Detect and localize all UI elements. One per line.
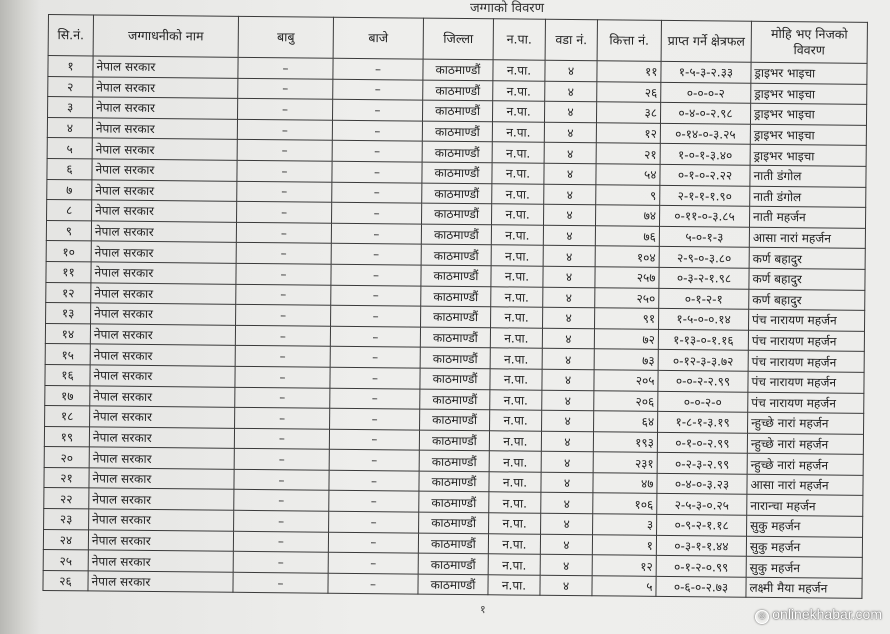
kitta-cell: १ xyxy=(592,534,656,555)
ward-cell: ४ xyxy=(545,60,597,81)
watermark xyxy=(755,606,882,624)
municipality-cell: न.पा. xyxy=(489,472,541,493)
area-cell: ५-०-१-३ xyxy=(659,226,749,247)
area-cell: ०-३-१-१.४४ xyxy=(656,535,746,556)
tenant-cell: कर्ण बहादुर xyxy=(749,268,865,290)
district-cell: काठमाण्डौं xyxy=(420,389,490,410)
tenant-cell: नारान्चा महर्जन xyxy=(747,495,863,517)
owner-cell: नेपाल सरकार xyxy=(91,241,236,263)
kitta-cell: २०६ xyxy=(594,390,658,411)
kitta-cell: २३१ xyxy=(593,452,657,473)
grandfather-cell: – xyxy=(330,388,420,409)
land-records-table xyxy=(42,14,868,599)
municipality-cell: न.पा. xyxy=(492,163,544,184)
father-cell: – xyxy=(237,99,332,121)
serial-cell: १५ xyxy=(45,344,90,365)
district-cell: काठमाण्डौं xyxy=(420,347,490,368)
kitta-cell: ४७ xyxy=(593,473,657,494)
municipality-cell: न.पा. xyxy=(491,204,543,225)
area-cell: ०-३-२-१.९८ xyxy=(659,267,749,288)
kitta-cell: १९३ xyxy=(593,431,657,452)
ward-cell: ४ xyxy=(540,555,592,576)
kitta-cell: ६४ xyxy=(594,411,658,432)
serial-cell: २४ xyxy=(43,529,88,550)
kitta-cell: ७४ xyxy=(595,205,659,226)
tenant-cell: पंच नारायण महर्जन xyxy=(748,351,864,373)
grandfather-cell: – xyxy=(328,552,418,573)
tenant-cell: पंच नारायण महर्जन xyxy=(748,309,864,331)
owner-cell: नेपाल सरकार xyxy=(90,344,235,366)
father-cell: – xyxy=(234,490,329,512)
municipality-cell: न.पा. xyxy=(493,80,545,101)
grandfather-cell: – xyxy=(331,244,421,265)
page-number: १ xyxy=(480,603,486,616)
column-header-ward: वडा नं. xyxy=(545,19,597,60)
municipality-cell: न.पा. xyxy=(490,327,542,348)
tenant-cell: आसा नारां महर्जन xyxy=(747,474,863,496)
owner-cell: नेपाल सरकार xyxy=(92,200,237,222)
tenant-cell: नाती महर्जन xyxy=(749,206,865,228)
municipality-cell: न.पा. xyxy=(490,410,542,431)
municipality-cell: न.पा. xyxy=(490,348,542,369)
municipality-cell: न.पा. xyxy=(493,60,545,81)
grandfather-cell: – xyxy=(333,79,423,100)
district-cell: काठमाण्डौं xyxy=(420,327,490,348)
grandfather-cell: – xyxy=(328,573,418,594)
page-title: जग्गाको विवरण xyxy=(470,1,545,16)
grandfather-cell: – xyxy=(332,182,422,203)
serial-cell: १६ xyxy=(45,364,90,385)
grandfather-cell: – xyxy=(330,367,420,388)
column-header-owner: जग्गाधनीको नाम xyxy=(93,15,238,57)
tenant-cell: ड्राइभर भाइचा xyxy=(750,145,866,167)
area-cell: २-९-०-३.८० xyxy=(659,247,749,268)
owner-cell: नेपाल सरकार xyxy=(92,138,237,160)
owner-cell: नेपाल सरकार xyxy=(89,468,234,490)
kitta-cell: ५ xyxy=(592,576,656,597)
serial-cell: २५ xyxy=(43,550,88,571)
district-cell: काठमाण्डौं xyxy=(418,574,488,595)
kitta-cell: २०५ xyxy=(594,370,658,391)
municipality-cell: न.पा. xyxy=(490,389,542,410)
area-cell: १-०-१-३.४० xyxy=(660,144,750,165)
district-cell: काठमाण्डौं xyxy=(419,430,489,451)
father-cell: – xyxy=(237,140,332,162)
ward-cell: ४ xyxy=(545,81,597,102)
grandfather-cell: – xyxy=(332,120,422,141)
father-cell: – xyxy=(236,243,331,265)
area-cell: ०-९-२-१.१८ xyxy=(657,514,747,535)
column-header-serial: सि.नं. xyxy=(48,15,93,56)
father-cell: – xyxy=(234,510,329,532)
ward-cell: ४ xyxy=(541,493,593,514)
owner-cell: नेपाल सरकार xyxy=(89,488,234,510)
serial-cell: ९ xyxy=(46,220,91,241)
tenant-cell: कर्ण बहादुर xyxy=(749,289,865,311)
district-cell: काठमाण्डौं xyxy=(422,141,492,162)
ward-cell: ४ xyxy=(541,472,593,493)
serial-cell: २२ xyxy=(44,488,89,509)
owner-cell: नेपाल सरकार xyxy=(89,447,234,469)
ward-cell: ४ xyxy=(543,204,595,225)
kitta-cell: ७२ xyxy=(594,328,658,349)
district-cell: काठमाण्डौं xyxy=(420,368,490,389)
serial-cell: २६ xyxy=(43,570,88,591)
owner-cell: नेपाल सरकार xyxy=(91,303,236,325)
ward-cell: ४ xyxy=(543,287,595,308)
father-cell: – xyxy=(235,387,330,409)
serial-cell: १९ xyxy=(44,426,89,447)
serial-cell: १८ xyxy=(45,406,90,427)
municipality-cell: न.पा. xyxy=(491,307,543,328)
municipality-cell: न.पा. xyxy=(490,369,542,390)
area-cell: ०-११-०-३.८५ xyxy=(659,206,749,227)
grandfather-cell: – xyxy=(329,429,419,450)
area-cell: १-८-१-३.१९ xyxy=(658,411,748,432)
serial-cell: २१ xyxy=(44,467,89,488)
father-cell: – xyxy=(235,346,330,368)
municipality-cell: न.पा. xyxy=(491,225,543,246)
column-header-district: जिल्ला xyxy=(423,18,493,60)
serial-cell: ५ xyxy=(47,138,92,159)
ward-cell: ४ xyxy=(543,307,595,328)
ward-cell: ४ xyxy=(540,534,592,555)
district-cell: काठमाण्डौं xyxy=(418,553,488,574)
kitta-cell: ५४ xyxy=(596,164,660,185)
grandfather-cell: – xyxy=(329,470,419,491)
kitta-cell: ९ xyxy=(596,184,660,205)
father-cell: – xyxy=(233,572,328,594)
father-cell: – xyxy=(235,407,330,429)
kitta-cell: २१ xyxy=(596,143,660,164)
owner-cell: नेपाल सरकार xyxy=(90,406,235,428)
serial-cell: १० xyxy=(46,241,91,262)
serial-cell: ६ xyxy=(47,158,92,179)
grandfather-cell: – xyxy=(328,532,418,553)
watermark-text: onlinekhabar.com xyxy=(772,606,882,622)
ward-cell: ४ xyxy=(542,328,594,349)
father-cell: – xyxy=(236,222,331,244)
serial-cell: १४ xyxy=(45,323,90,344)
municipality-cell: न.पा. xyxy=(489,430,541,451)
ward-cell: ४ xyxy=(544,122,596,143)
grandfather-cell: – xyxy=(330,408,420,429)
municipality-cell: न.पा. xyxy=(491,286,543,307)
district-cell: काठमाण्डौं xyxy=(421,224,491,245)
owner-cell: नेपाल सरकार xyxy=(88,571,233,593)
serial-cell: १७ xyxy=(45,385,90,406)
district-cell: काठमाण्डौं xyxy=(422,162,492,183)
serial-cell: २० xyxy=(44,447,89,468)
ward-cell: ४ xyxy=(543,266,595,287)
area-cell: २-५-३-०.२५ xyxy=(657,494,747,515)
kitta-cell: १२ xyxy=(592,555,656,576)
tenant-cell: लक्ष्मी मैया महर्जन xyxy=(746,577,862,599)
district-cell: काठमाण्डौं xyxy=(423,59,493,80)
district-cell: काठमाण्डौं xyxy=(419,450,489,471)
area-cell: ०-१-२-१ xyxy=(659,288,749,309)
father-cell: – xyxy=(237,181,332,203)
municipality-cell: न.पा. xyxy=(489,492,541,513)
grandfather-cell: – xyxy=(332,161,422,182)
district-cell: काठमाण्डौं xyxy=(421,244,491,265)
area-cell: ०-२-३-२.९९ xyxy=(657,453,747,474)
serial-cell: १ xyxy=(48,56,93,77)
ward-cell: ४ xyxy=(540,575,592,596)
owner-cell: नेपाल सरकार xyxy=(88,550,233,572)
district-cell: काठमाण्डौं xyxy=(422,203,492,224)
serial-cell: १३ xyxy=(46,303,91,324)
kitta-cell: १२ xyxy=(596,123,660,144)
area-cell: ०-४-०-२.९८ xyxy=(660,103,750,124)
ward-cell: ४ xyxy=(544,163,596,184)
owner-cell: नेपाल सरकार xyxy=(92,159,237,181)
municipality-cell: न.पा. xyxy=(488,575,540,596)
tenant-cell: ड्राइभर भाइचा xyxy=(751,83,867,105)
district-cell: काठमाण्डौं xyxy=(422,121,492,142)
father-cell: – xyxy=(234,469,329,491)
kitta-cell: २५७ xyxy=(595,267,659,288)
serial-cell: २३ xyxy=(44,509,89,530)
kitta-cell: २५० xyxy=(595,287,659,308)
kitta-cell: १०४ xyxy=(595,246,659,267)
ward-cell: ४ xyxy=(543,225,595,246)
kitta-cell: ७६ xyxy=(595,226,659,247)
father-cell: – xyxy=(238,57,333,79)
ward-cell: ४ xyxy=(544,143,596,164)
serial-cell: ४ xyxy=(47,117,92,138)
grandfather-cell: – xyxy=(329,450,419,471)
tenant-cell: नाती डंगोल xyxy=(750,186,866,208)
grandfather-cell: – xyxy=(331,305,421,326)
copyright-icon: © xyxy=(755,610,769,624)
tenant-cell: नाती डंगोल xyxy=(750,165,866,187)
area-cell: ०-६-०-२.७३ xyxy=(656,576,746,597)
ward-cell: ४ xyxy=(544,101,596,122)
kitta-cell: १०६ xyxy=(593,493,657,514)
district-cell: काठमाण्डौं xyxy=(421,286,491,307)
column-header-area: प्राप्त गर्ने क्षेत्रफल xyxy=(661,20,751,62)
kitta-cell: २६ xyxy=(597,81,661,102)
owner-cell: नेपाल सरकार xyxy=(90,365,235,387)
ward-cell: ४ xyxy=(542,390,594,411)
municipality-cell: न.पा. xyxy=(488,533,540,554)
area-cell: १-५-०-०.१४ xyxy=(659,309,749,330)
serial-cell: २ xyxy=(48,76,93,97)
serial-cell: ३ xyxy=(48,97,93,118)
area-cell: ०-०-०-२ xyxy=(661,82,751,103)
owner-cell: नेपाल सरकार xyxy=(89,427,234,449)
owner-cell: नेपाल सरकार xyxy=(89,509,234,531)
district-cell: काठमाण्डौं xyxy=(422,100,492,121)
father-cell: – xyxy=(234,428,329,450)
owner-cell: नेपाल सरकार xyxy=(90,385,235,407)
grandfather-cell: – xyxy=(331,223,421,244)
municipality-cell: न.पा. xyxy=(492,183,544,204)
serial-cell: १२ xyxy=(46,282,91,303)
grandfather-cell: – xyxy=(333,58,423,79)
area-cell: ०-१४-०-३.२५ xyxy=(660,123,750,144)
ward-cell: ४ xyxy=(541,513,593,534)
tenant-cell: सुकु महर्जन xyxy=(746,556,862,578)
area-cell: ०-१-०-२.२२ xyxy=(660,164,750,185)
owner-cell: नेपाल सरकार xyxy=(90,324,235,346)
father-cell: – xyxy=(237,119,332,141)
column-header-kitta: कित्ता नं. xyxy=(597,20,661,62)
municipality-cell: न.पा. xyxy=(489,513,541,534)
tenant-cell: सुकु महर्जन xyxy=(747,515,863,537)
column-header-father: बाबु xyxy=(238,16,333,58)
father-cell: – xyxy=(237,160,332,182)
area-cell: ०-१२-३-३.७२ xyxy=(658,350,748,371)
ward-cell: ४ xyxy=(544,184,596,205)
owner-cell: नेपाल सरकार xyxy=(92,118,237,140)
tenant-cell: पंच नारायण महर्जन xyxy=(748,330,864,352)
father-cell: – xyxy=(233,531,328,553)
father-cell: – xyxy=(233,552,328,574)
district-cell: काठमाण्डौं xyxy=(420,409,490,430)
kitta-cell: ३८ xyxy=(596,102,660,123)
ward-cell: ४ xyxy=(542,369,594,390)
tenant-cell: आसा नारां महर्जन xyxy=(749,227,865,249)
district-cell: काठमाण्डौं xyxy=(421,265,491,286)
father-cell: – xyxy=(235,366,330,388)
grandfather-cell: – xyxy=(331,264,421,285)
owner-cell: नेपाल सरकार xyxy=(91,262,236,284)
district-cell: काठमाण्डौं xyxy=(423,80,493,101)
father-cell: – xyxy=(238,78,333,100)
municipality-cell: न.पा. xyxy=(492,101,544,122)
municipality-cell: न.पा. xyxy=(491,266,543,287)
municipality-cell: न.पा. xyxy=(492,142,544,163)
district-cell: काठमाण्डौं xyxy=(421,306,491,327)
tenant-cell: न्हुच्छे नारां महर्जन xyxy=(747,433,863,455)
ward-cell: ४ xyxy=(543,246,595,267)
kitta-cell: ९१ xyxy=(595,308,659,329)
owner-cell: नेपाल सरकार xyxy=(93,56,238,78)
grandfather-cell: – xyxy=(330,326,420,347)
grandfather-cell: – xyxy=(331,285,421,306)
area-cell: ०-०-२-० xyxy=(658,391,748,412)
tenant-cell: न्हुच्छे नारां महर्जन xyxy=(748,412,864,434)
serial-cell: ११ xyxy=(46,261,91,282)
serial-cell: ८ xyxy=(47,200,92,221)
municipality-cell: न.पा. xyxy=(489,451,541,472)
tenant-cell: पंच नारायण महर्जन xyxy=(748,371,864,393)
district-cell: काठमाण्डौं xyxy=(419,492,489,513)
page-shadow xyxy=(0,0,40,634)
area-cell: ०-१-०-२.९९ xyxy=(657,432,747,453)
tenant-cell: न्हुच्छे नारां महर्जन xyxy=(747,454,863,476)
father-cell: – xyxy=(236,284,331,306)
owner-cell: नेपाल सरकार xyxy=(91,221,236,243)
owner-cell: नेपाल सरकार xyxy=(92,179,237,201)
tenant-cell: पंच नारायण महर्जन xyxy=(748,392,864,414)
ward-cell: ४ xyxy=(542,410,594,431)
district-cell: काठमाण्डौं xyxy=(422,183,492,204)
column-header-municipality: न.पा. xyxy=(493,19,545,60)
area-cell: १-१३-०-१.१६ xyxy=(658,329,748,350)
area-cell: ०-१-२-०.९९ xyxy=(656,556,746,577)
area-cell: ०-०-२-२.९९ xyxy=(658,370,748,391)
grandfather-cell: – xyxy=(329,511,419,532)
father-cell: – xyxy=(236,263,331,285)
grandfather-cell: – xyxy=(332,99,422,120)
ward-cell: ४ xyxy=(542,349,594,370)
municipality-cell: न.पा. xyxy=(491,245,543,266)
tenant-cell: ड्राइभर भाइचा xyxy=(750,103,866,125)
area-cell: ०-४-०-३.२३ xyxy=(657,473,747,494)
column-header-tenant: मोहि भए निजको विवरण xyxy=(751,21,867,63)
owner-cell: नेपाल सरकार xyxy=(91,282,236,304)
father-cell: – xyxy=(234,449,329,471)
tenant-cell: कर्ण बहादुर xyxy=(749,248,865,270)
grandfather-cell: – xyxy=(332,141,422,162)
area-cell: २-१-१-१.९० xyxy=(660,185,750,206)
ward-cell: ४ xyxy=(541,431,593,452)
municipality-cell: न.पा. xyxy=(492,122,544,143)
kitta-cell: ११ xyxy=(597,61,661,82)
municipality-cell: न.पा. xyxy=(488,554,540,575)
father-cell: – xyxy=(237,201,332,223)
owner-cell: नेपाल सरकार xyxy=(93,97,238,119)
father-cell: – xyxy=(235,325,330,347)
district-cell: काठमाण्डौं xyxy=(419,512,489,533)
table-body xyxy=(43,56,867,599)
area-cell: १-५-३-२.३३ xyxy=(661,61,751,82)
column-header-grandfather: बाजे xyxy=(333,17,423,59)
kitta-cell: ३ xyxy=(593,514,657,535)
grandfather-cell: – xyxy=(332,202,422,223)
tenant-cell: ड्राइभर भाइचा xyxy=(751,62,867,84)
owner-cell: नेपाल सरकार xyxy=(93,77,238,99)
kitta-cell: ७३ xyxy=(594,349,658,370)
district-cell: काठमाण्डौं xyxy=(418,533,488,554)
grandfather-cell: – xyxy=(330,347,420,368)
tenant-cell: ड्राइभर भाइचा xyxy=(750,124,866,146)
serial-cell: ७ xyxy=(47,179,92,200)
grandfather-cell: – xyxy=(329,491,419,512)
district-cell: काठमाण्डौं xyxy=(419,471,489,492)
father-cell: – xyxy=(236,304,331,326)
tenant-cell: सुकु महर्जन xyxy=(746,536,862,558)
owner-cell: नेपाल सरकार xyxy=(88,530,233,552)
ward-cell: ४ xyxy=(541,452,593,473)
